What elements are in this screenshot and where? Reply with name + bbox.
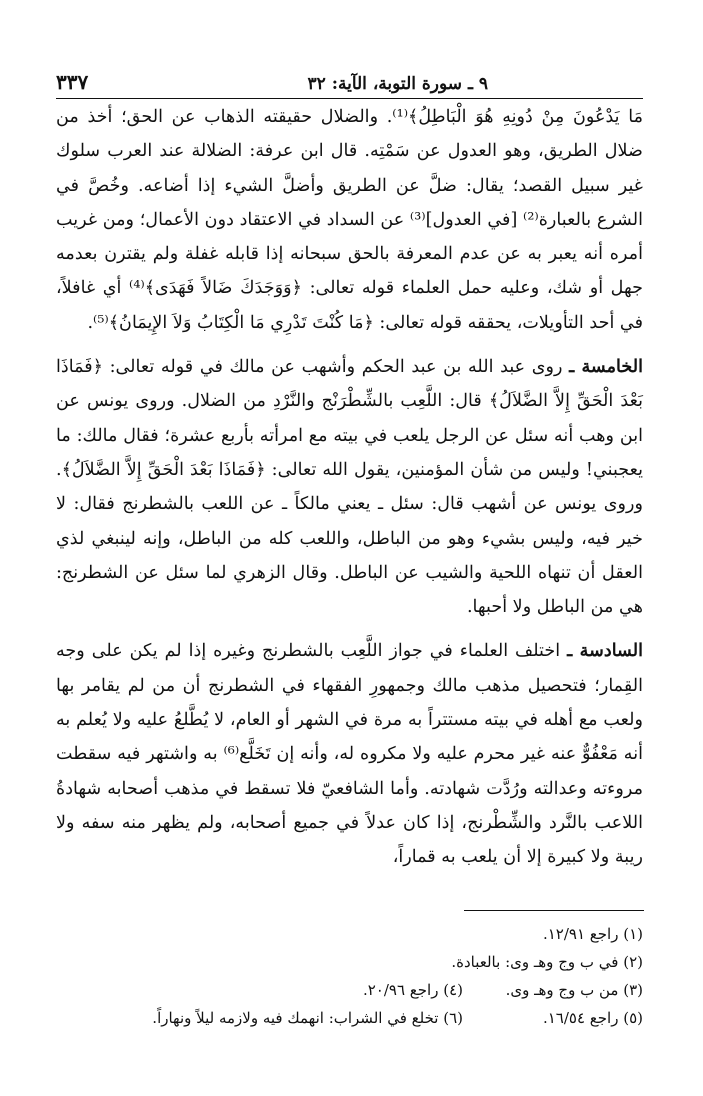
running-header [56, 62, 643, 99]
footnote-divider [464, 910, 644, 911]
paragraph-text: مَا يَدْعُونَ مِنْ دُونِهِ هُوَ الْبَاطِلُ﴾⁽¹⁾. والضلال حقيقته الذهاب عن الحق؛ أخذ من ضلال الطريق، وهو العدول عن سَمْتِه. قال ابن عرفة: الضلالة عند العرب سلوك غير سبيل القصد؛ يقال: ضلَّ عن الطريق وأضلَّ الشيء إذا أضاعه. وخُصَّ في الشرع بالعبارة⁽²⁾ [في العدول]⁽³⁾ عن السداد في الاعتقاد دون الأعمال؛ ومن غريب أمره أنه يعبر به عن عدم المعرفة بالحق سبحانه إذا قابله غفلة ولم يقترن بعدمه جهل أو شك، وعليه حمل العلماء قوله تعالى: ﴿وَوَجَدَكَ ضَالاً فَهَدَى﴾⁽⁴⁾ أي غافلاً، في أحد التأويلات، يحققه قوله تعالى: ﴿مَا كُنْتَ تَدْرِي مَا الْكِتَابُ وَلاَ الإِيمَانُ﴾⁽⁵⁾. [56, 107, 643, 333]
section-keyword: السادسة ـ [567, 640, 643, 662]
footnote: (١) راجع ١٢/٩١. [542, 925, 643, 943]
footnote: (٣) من ب وج وهـ وى. [505, 981, 643, 999]
body-text [56, 100, 643, 875]
paragraph-text: روى عبد الله بن عبد الحكم وأشهب عن مالك في قوله تعالى: ﴿فَمَاذَا بَعْدَ الْحَقِّ إِلاَّ الضَّلاَلُ﴾ قال: اللَّعِب بالشِّطْرَنْج والنَّرْدِ من الضلال. وروى يونس عن ابن وهب أنه سئل عن الرجل يلعب في بيته مع امرأته بأربع عشرة؛ فقال مالك: ما يعجبني! وليس من شأن المؤمنين، يقول الله تعالى: ﴿فَمَاذَا بَعْدَ الْحَقِّ إِلاَّ الضَّلاَلُ﴾. وروى يونس عن أشهب قال: سئل ـ يعني مالكاً ـ عن اللعب بالشطرنج فقال: لا خير فيه، وليس بشيء وهو من الباطل، واللعب كله من الباطل، وإنه لينبغي لذي العقل أن تنهاه اللحية والشيب عن الباطل. وقال الزهري لما سئل عن الشطرنج: هي من الباطل ولا أحبها. [56, 357, 643, 618]
paragraph [56, 350, 643, 624]
footnote [56, 920, 463, 948]
footnotes [56, 920, 643, 1032]
footnote-row [56, 1004, 643, 1032]
page-number: ٣٣٧ [56, 70, 89, 94]
footnote-row [56, 976, 643, 1004]
chapter-title: ٩ ـ سورة التوبة، الآية: ٣٢ [307, 74, 488, 94]
footnote: (٦) تخلع في الشراب: انهمك فيه ولازمه ليلاً ونهاراً. [152, 1009, 463, 1027]
section-keyword: الخامسة ـ [569, 356, 643, 378]
paragraph-text: اختلف العلماء في جواز اللَّعِب بالشطرنج وغيره إذا لم يكن على وجه القِمار؛ فتحصيل مذهب مالك وجمهورِ الفقهاء في الشطرنج أن من لم يقامر بها ولعب مع أهله في بيته مستتراً به مرة في الشهر أو العام، لا يُطَّلعُ عليه ولا يُعلم به أنه مَعْفُوٌّ عنه غير محرم عليه ولا مكروه له، وأنه إن تَخَلَّع⁽⁶⁾ به واشتهر فيه سقطت مروءته وعدالته ورُدَّت شهادته. وأما الشافعيّ فلا تسقط في مذهب أصحابه شهادةُ اللاعب بالنَّرد والشِّطْرنج، إذا كان عدلاً في جميع أصحابه، ولم يظهر منه سفه ولا ريبة ولا كبيرة إلا أن يلعب به قماراً، [56, 641, 643, 868]
footnote-row [56, 920, 643, 948]
footnote: (٤) راجع ٢٠/٩٦. [362, 981, 463, 999]
footnote-row [56, 948, 643, 976]
paragraph [56, 100, 643, 340]
footnote: (٢) في ب وج وهـ وى: بالعبادة. [451, 953, 643, 971]
footnote: (٥) راجع ١٦/٥٤. [542, 1009, 643, 1027]
paragraph [56, 634, 643, 874]
